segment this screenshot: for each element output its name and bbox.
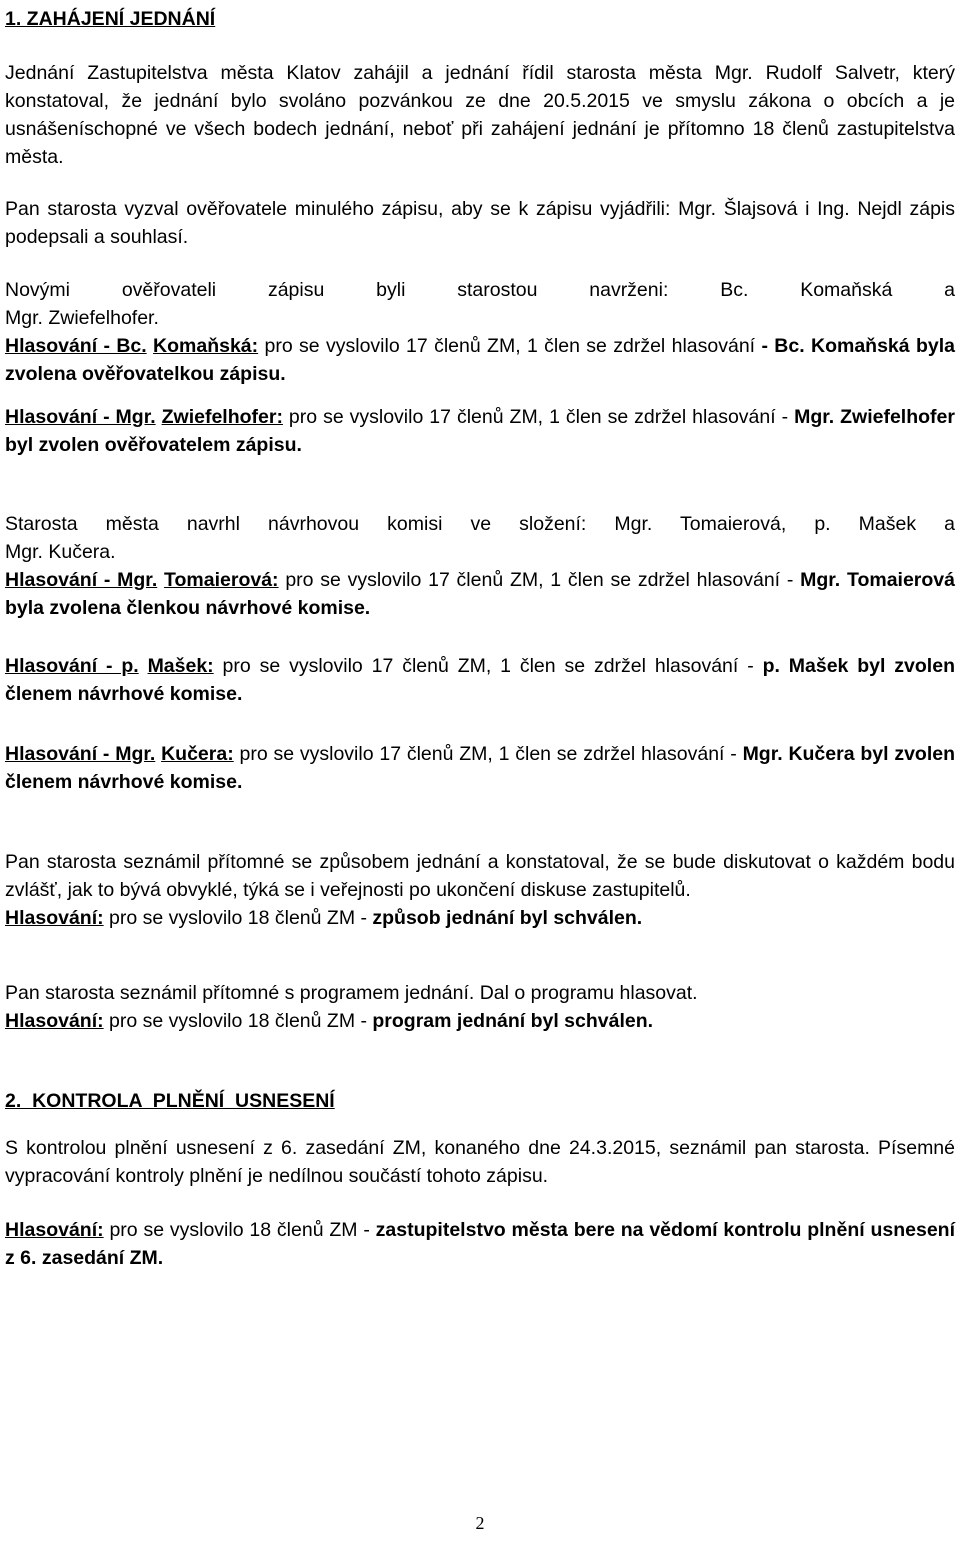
vote-name: Kučera: — [161, 743, 234, 765]
vote-label: Hlasování: — [5, 1010, 104, 1032]
vote-name: Tomaierová: — [164, 569, 279, 591]
new-verifiers-line1: Novými ověřovateli zápisu byli starostou navrženi: Bc. Komaňská a — [5, 279, 955, 301]
vote-label: Hlasování - Mgr. — [5, 406, 156, 428]
program-paragraph: Pan starosta seznámil přítomné s programem jednání. Dal o programu hlasovat. — [5, 982, 698, 1004]
vote-text: pro se vyslovilo 18 členů ZM - — [103, 1010, 373, 1032]
document-page — [5, 4, 955, 1272]
vote-result: způsob jednání byl schválen. — [372, 907, 643, 929]
vote-result: program jednání byl schválen. — [372, 1010, 654, 1032]
vote-label: Hlasování - Bc. — [5, 335, 147, 357]
vote-label: Hlasování - p. — [5, 655, 139, 677]
vote-text: pro se vyslovilo 17 členů ZM, 1 člen se zdržel hlasování - — [282, 406, 795, 428]
vote-name: Mašek: — [147, 655, 214, 677]
vote-masek — [5, 652, 955, 708]
vote-label: Hlasování: — [5, 907, 104, 929]
control-paragraph: S kontrolou plnění usnesení z 6. zasedání ZM, konaného dne 24.3.2015, seznámil pan starosta. Písemné vypracování kontroly plnění je nedílnou součástí tohoto zápisu. — [5, 1137, 955, 1187]
commission-line2: Mgr. Kučera. — [5, 541, 116, 563]
vote-label: Hlasování: — [5, 1219, 104, 1241]
section-heading-1: 1. ZAHÁJENÍ JEDNÁNÍ — [5, 8, 216, 30]
vote-result: - Bc. Komaňská byla zvolena ověřovatelkou zápisu. — [5, 335, 955, 385]
vote-control — [5, 1216, 955, 1272]
vote-text: pro se vyslovilo 17 členů ZM, 1 člen se zdržel hlasování - — [233, 743, 743, 765]
vote-name: Zwiefelhofer: — [161, 406, 283, 428]
vote-result: Mgr. Kučera byl zvolen členem návrhové komise. — [5, 743, 955, 793]
vote-text: pro se vyslovilo 17 členů ZM, 1 člen se zdržel hlasování - — [213, 655, 763, 677]
vote-result: p. Mašek byl zvolen členem návrhové komise. — [5, 655, 955, 705]
verifiers-paragraph: Pan starosta vyzval ověřovatele minulého zápisu, aby se k zápisu vyjádřili: Mgr. Šlajsová i Ing. Nejdl zápis podepsali a souhlasí. — [5, 198, 955, 248]
vote-kucera — [5, 740, 955, 796]
vote-text: pro se vyslovilo 18 členů ZM - — [103, 1219, 376, 1241]
vote-procedure — [5, 904, 955, 932]
page-number: 2 — [475, 1513, 485, 1533]
vote-text: pro se vyslovilo 17 členů ZM, 1 člen se zdržel hlasování — [258, 335, 756, 357]
vote-tomaierova — [5, 566, 955, 622]
new-verifiers-line2: Mgr. Zwiefelhofer. — [5, 307, 159, 329]
procedure-paragraph: Pan starosta seznámil přítomné se způsobem jednání a konstatoval, že se bude diskutovat o každém bodu zvlášť, jak to bývá obvyklé, týká se i veřejnosti po ukončení diskuse zastupitelů. — [5, 851, 955, 901]
vote-name: Komaňská: — [153, 335, 259, 357]
vote-program — [5, 1007, 955, 1035]
vote-text: pro se vyslovilo 18 členů ZM - — [103, 907, 373, 929]
vote-result: Mgr. Tomaierová byla zvolena členkou návrhové komise. — [5, 569, 955, 619]
commission-line1: Starosta města navrhl návrhovou komisi ve složení: Mgr. Tomaierová, p. Mašek a — [5, 513, 955, 535]
vote-text: pro se vyslovilo 17 členů ZM, 1 člen se zdržel hlasování - — [278, 569, 801, 591]
vote-label: Hlasování - Mgr. — [5, 569, 158, 591]
vote-result: Mgr. Zwiefelhofer byl zvolen ověřovatelem zápisu. — [5, 406, 955, 456]
vote-label: Hlasování - Mgr. — [5, 743, 156, 765]
vote-komanska — [5, 332, 955, 388]
section-heading-2: 2. KONTROLA PLNĚNÍ USNESENÍ — [5, 1090, 335, 1112]
vote-result: zastupitelstvo města bere na vědomí kontrolu plnění usnesení z 6. zasedání ZM. — [5, 1219, 956, 1269]
vote-zwiefelhofer — [5, 403, 955, 459]
opening-paragraph: Jednání Zastupitelstva města Klatov zahájil a jednání řídil starosta města Mgr. Rudolf Salvetr, který konstatoval, že jednání bylo svoláno pozvánkou ze dne 20.5.2015 ve smyslu zákona o obcích a je usnášeníschopné ve všech bodech jednání, neboť při zahájení jednání je přítomno 18 členů zastupitelstva města. — [5, 62, 955, 168]
